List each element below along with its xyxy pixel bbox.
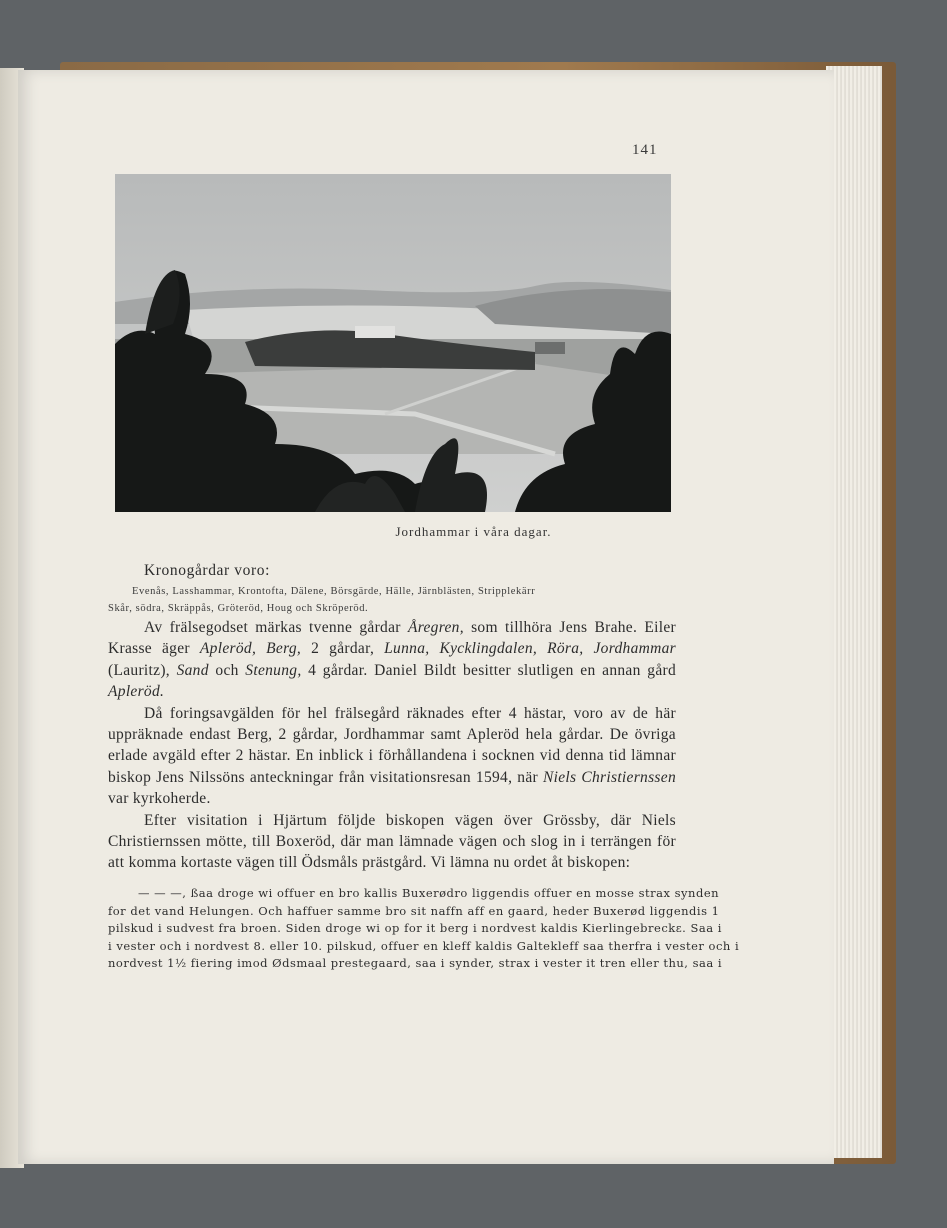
- person-name: Niels Christiernssen: [543, 768, 676, 786]
- place-name: Åregren,: [407, 619, 464, 636]
- photo-caption: Jordhammar i våra dagar.: [395, 524, 552, 539]
- text-span: Då foringsavgälden för hel frälsegård räknades efter 4 hästar, voro av de här uppräknade endast Berg, 2 gårdar, Jordhammar samt Apleröd hela gårdar. De övriga erlade avgäld efter 2 hästar. En inblick i förhållandena i socknen vid denna tid lämnar biskop Jens Nilssöns anteckningar från visitationsresan 1594, när: [108, 704, 676, 786]
- place-name: Apleröd.: [108, 683, 165, 701]
- landscape-photo: [115, 174, 671, 512]
- text-span: och: [208, 661, 246, 679]
- farm-list-line: Skår, södra, Skräppås, Gröteröd, Houg och Skröperöd.: [108, 603, 369, 614]
- photo-illustration: [115, 174, 671, 512]
- section-heading: Kronogårdar voro:: [144, 562, 270, 579]
- place-name: Lunna, Kycklingdalen, Röra, Jordhammar: [384, 640, 676, 658]
- page-number: 141: [632, 142, 658, 158]
- text-span: var kyrkoherde.: [108, 790, 211, 808]
- quote-line: i vester och i nordvest 8. eller 10. pilskud, offuer en kleff kaldis Galtekleff saa therfra i vester och i: [108, 938, 740, 953]
- quote-line: pilskud i sudvest fra broen. Siden droge wi op for it berg i nordvest kaldis Kierlingebreckε. Saa i: [108, 921, 722, 935]
- body-text: [108, 617, 676, 874]
- text-span: (Lauritz),: [108, 661, 177, 679]
- place-name: Apleröd, Berg,: [199, 640, 302, 658]
- quote-line: nordvest 1½ fiering imod Ødsmaal prestegaard, saa i synder, strax i vester it tren eller thu, saa i: [108, 956, 723, 970]
- bishop-quote: [108, 885, 740, 973]
- quote-line: — — —, ßaa droge wi offuer en bro kallis Buxerødro liggendis offuer en mosse strax synden: [138, 886, 720, 900]
- paragraph-3: Efter visitation i Hjärtum följde biskopen vägen över Grössby, där Niels Christiernssen mötte, till Boxeröd, där man lämnade vägen och slog in i terrängen för att komma kortaste vägen till Ödsmåls prästgård. Vi lämna nu ordet åt biskopen:: [108, 811, 676, 872]
- text-span: som tillhöra Jens Brahe. Eiler Krasse äger: [108, 619, 676, 658]
- text-span: 4 gårdar. Daniel Bildt besitter slutligen en annan gård: [301, 661, 677, 679]
- farm-list-line: Evenås, Lasshammar, Krontofta, Dälene, Börsgärde, Hälle, Järnblästen, Stripplekärr: [132, 586, 536, 597]
- place-name: Sand: [176, 661, 209, 679]
- text-span: 2 gårdar,: [301, 640, 385, 658]
- page-stack-edges: [826, 66, 882, 1158]
- farm-list: [108, 583, 676, 617]
- paragraph-1: [108, 617, 676, 703]
- place-name: Stenung,: [245, 661, 302, 679]
- text-span: Av frälsegodset märkas tvenne gårdar: [144, 619, 408, 636]
- quote-line: for det vand Helungen. Och haffuer samme bro sit naffn aff en gaard, heder Buxerød liggendis 1: [108, 903, 720, 918]
- paragraph-2: [108, 703, 676, 810]
